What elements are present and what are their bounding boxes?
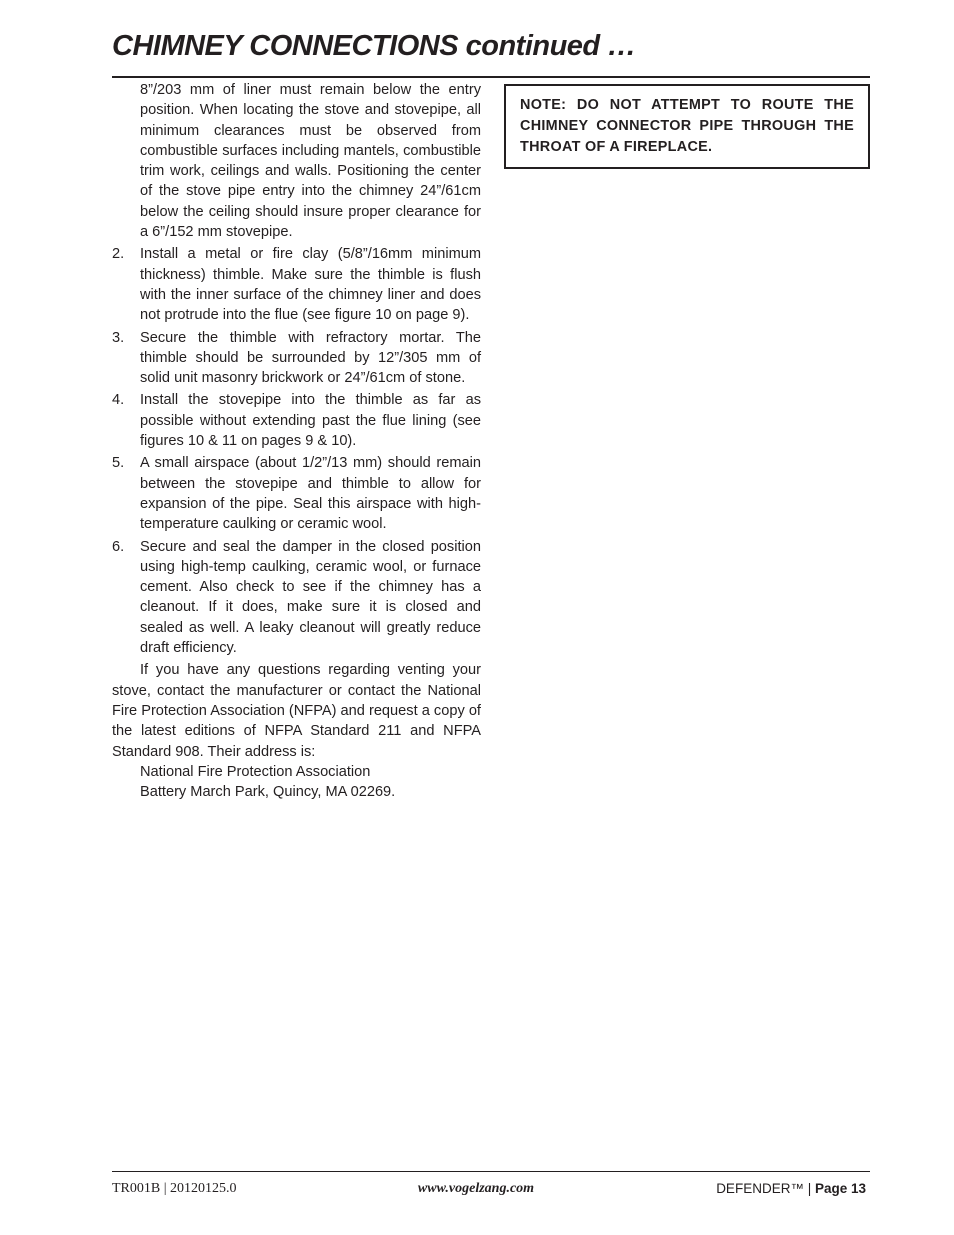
note-box xyxy=(504,84,870,169)
step-number: 3. xyxy=(112,329,125,346)
page-title: CHIMNEY CONNECTIONS continued … xyxy=(112,30,636,62)
step-item xyxy=(112,453,481,534)
step-item xyxy=(112,328,481,389)
note-text: NOTE: DO NOT ATTEMPT TO ROUTE THE CHIMNEY CONNECTOR PIPE THROUGH THE THROAT OF A FIREPLACE. xyxy=(520,97,854,155)
page-number: Page 13 xyxy=(814,1181,866,1196)
step-list xyxy=(112,244,481,658)
step-text: Secure and seal the damper in the closed position using high-temp caulking, ceramic wool, or furnace cement. Also check to see if the chimney has a cleanout. If it does, make sure it is closed and sealed as well. A leaky cleanout will greatly reduce draft efficiency. xyxy=(140,538,481,657)
doc-code: TR001B | 20120125.0 xyxy=(112,1181,237,1196)
step-number: 6. xyxy=(112,538,125,555)
left-column xyxy=(112,80,481,802)
page-label xyxy=(716,1180,866,1198)
website-link[interactable]: www.vogelzang.com xyxy=(417,1181,535,1196)
step-number: 4. xyxy=(112,392,125,409)
step-text: Install a metal or fire clay (5/8”/16mm minimum thickness) thimble. Make sure the thimble is flush with the inner surface of the chimney liner and does not protrude into the flue (see figure 10 on page 9). xyxy=(140,246,481,324)
step-item xyxy=(112,537,481,659)
step-text: Secure the thimble with refractory mortar. The thimble should be surrounded by 12”/305 mm of solid unit masonry brickwork or 24”/61cm of stone. xyxy=(140,329,481,387)
product-name: DEFENDER™ | xyxy=(716,1181,815,1196)
step-item xyxy=(112,244,481,325)
step-text: Install the stovepipe into the thimble as far as possible without extending past the flue lining (see figures 10 & 11 on pages 9 & 10). xyxy=(140,392,481,450)
footer-rule xyxy=(112,1171,870,1172)
header-rule xyxy=(112,76,870,78)
step-item xyxy=(112,390,481,451)
step-text: A small airspace (about 1/2”/13 mm) should remain between the stovepipe and thimble to allow for expansion of the pipe. Seal this airspace with high-temperature caulking or ceramic wool. xyxy=(140,455,481,533)
step-number: 2. xyxy=(112,246,125,263)
address-line-1: National Fire Protection Association xyxy=(140,763,371,780)
address-line-2: Battery March Park, Quincy, MA 02269. xyxy=(140,784,396,801)
step-number: 5. xyxy=(112,455,125,472)
closing-paragraph: If you have any questions regarding venting your stove, contact the manufacturer or contact the National Fire Protection Association (NFPA) and request a copy of the latest editions of NFPA Standard 211 and NFPA Standard 908. Their address is: xyxy=(112,662,481,760)
continued-step-text: 8”/203 mm of liner must remain below the entry position. When locating the stove and stovepipe, all minimum clearances must be observed from combustible surfaces including mantels, combustible trim work, ceilings and walls. Positioning the center of the stove pipe entry into the chimney 24”/61cm below the ceiling should insure proper clearance for a 6”/152 mm stovepipe. xyxy=(140,82,481,241)
